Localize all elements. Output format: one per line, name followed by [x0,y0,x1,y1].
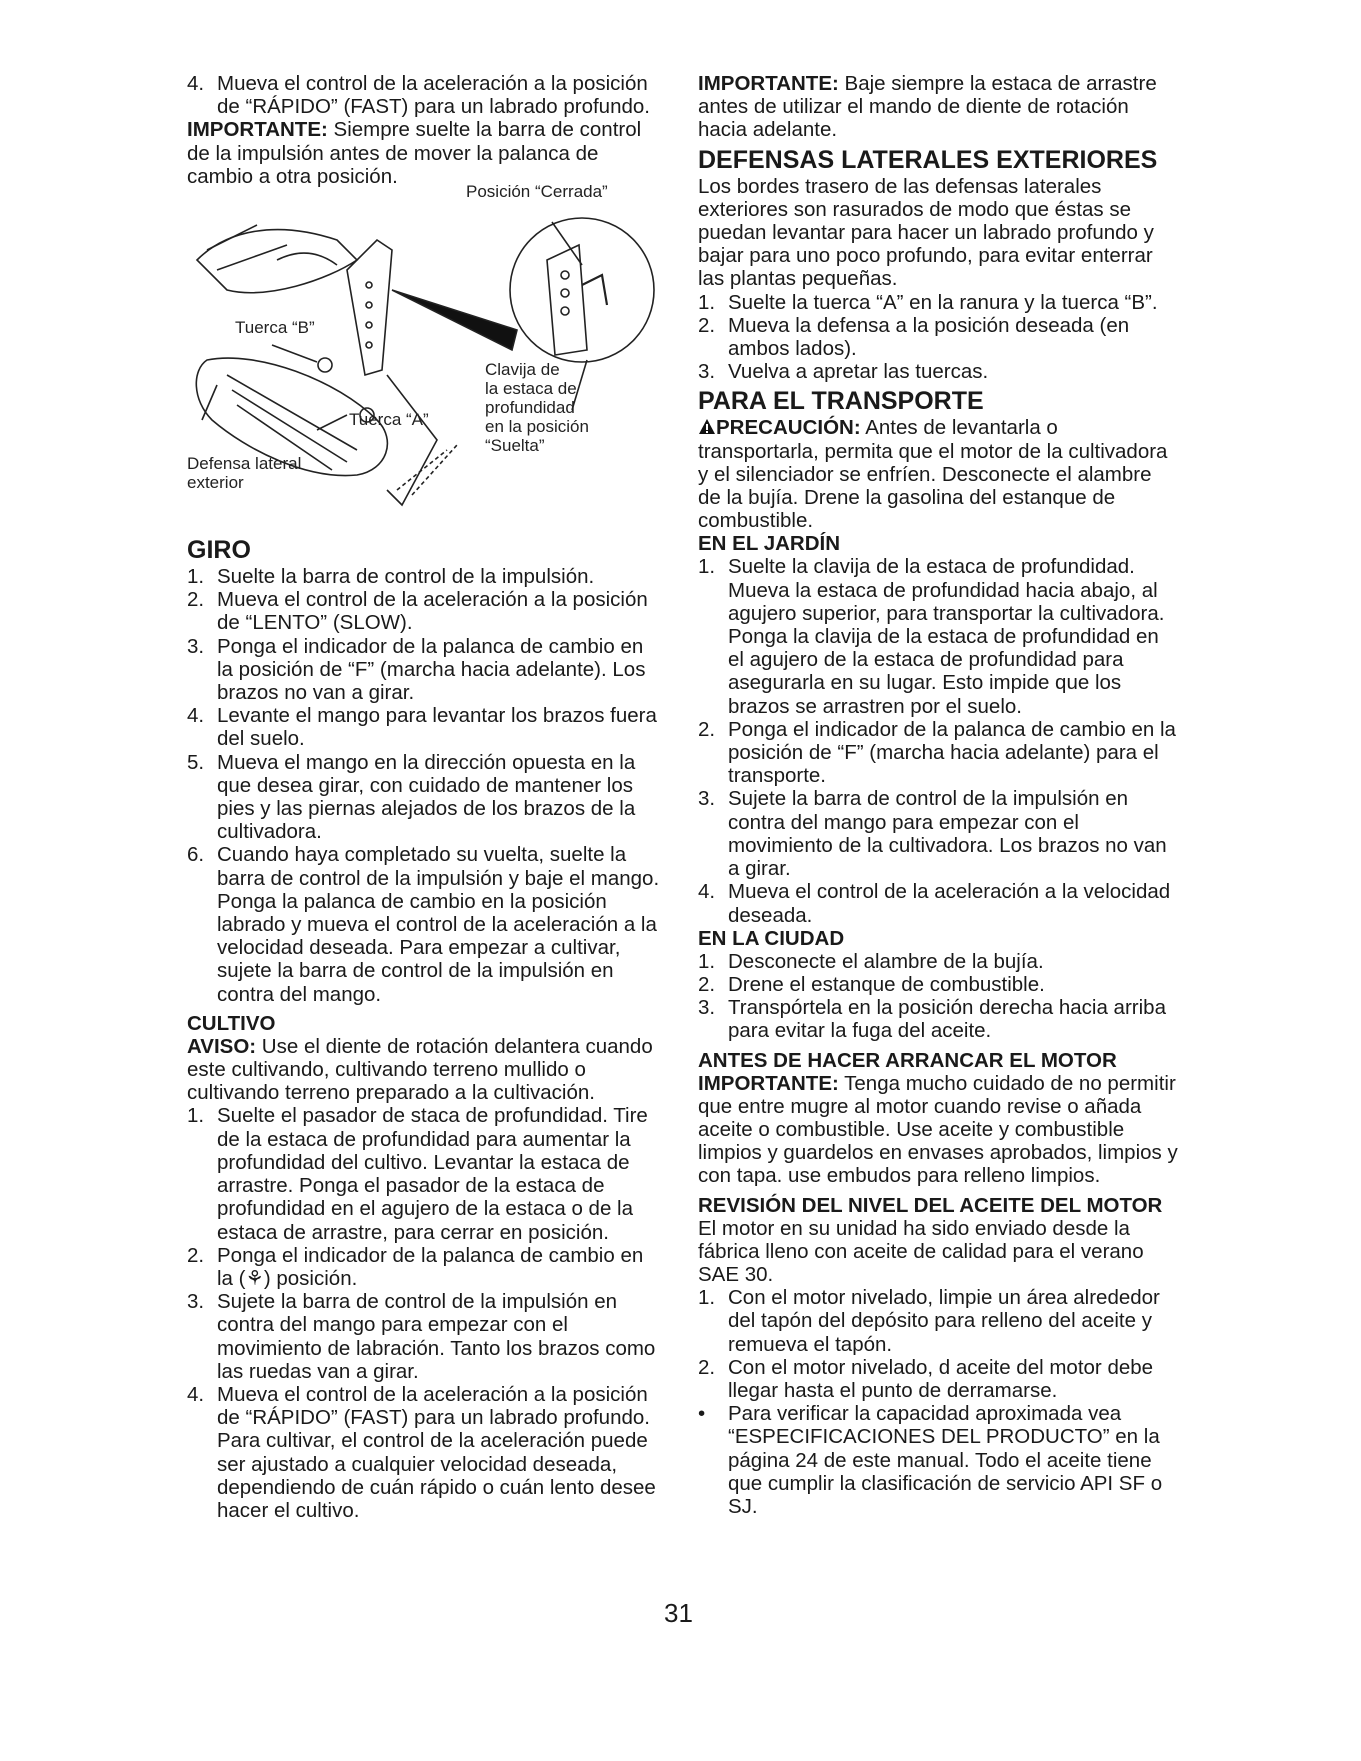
list-item: 1. Suelte la barra de control de la impulsión. [187,565,595,589]
list-item: 3. Sujete la barra de control de la impulsión en contra del mango para empezar con el movimiento de labración. Tanto los brazos como las ruedas van a girar. [187,1290,656,1383]
transporte-heading: PARA EL TRANSPORTE [698,387,984,416]
antes-heading: ANTES DE HACER ARRANCAR EL MOTOR [698,1048,1117,1072]
left-column [187,72,664,1522]
label-clavija: Clavija de la estaca de profundidad en la posición “Suelta” [485,360,589,456]
list-item: 2. Mueva el control de la aceleración a la posición de “LENTO” (SLOW). [187,588,648,635]
list-item: 1. Suelte el pasador de staca de profundidad. Tire de la estaca de profundidad para aumentar la profundidad del cultivo. Levantar la estaca de arrastre. Ponga el pasador de la estaca de profundidad en el agujero de la estaca o de la estaca de arrastre, para cerrar en posición. [187,1104,648,1244]
importante-note: IMPORTANTE: Siempre suelte la barra de control de la impulsión antes de mover la palanca de cambio a otra posición. [187,118,642,188]
revision-paragraph: El motor en su unidad ha sido enviado desde la fábrica lleno con aceite de calidad para el verano SAE 30. [698,1216,1144,1286]
revision-heading: REVISIÓN DEL NIVEL DEL ACEITE DEL MOTOR [698,1193,1163,1217]
list-item: 2. Ponga el indicador de la palanca de cambio en la posición de “F” (marcha hacia adelante) para el transporte. [698,717,1176,788]
importante-note-2: IMPORTANTE: Tenga mucho cuidado de no permitir que entre mugre al motor cuando revise o añada aceite o combustible. Use aceite y combustible limpios y guardelos en envases aprobados, limpios y con tapa. use embudos para relleno limpios. [698,1071,1178,1188]
list-item: 2. Mueva la defensa a la posición deseada (en ambos lados). [698,313,1130,361]
list-item: • Para verificar la capacidad aproximada vea “ESPECIFICACIONES DEL PRODUCTO” en la página 24 de este manual. Todo el aceite tiene que cumplir la clasificación de servicio API SF o SJ. [698,1402,1163,1518]
defensas-heading: DEFENSAS LATERALES EXTERIORES [698,145,1158,174]
list-item: 2. Drene el estanque de combustible. [698,972,1045,996]
list-item: 1. Suelte la clavija de la estaca de profundidad. Mueva la estaca de profundidad hacia abajo, al agujero superior, para transportar la cultivadora. Ponga la clavija de la estaca de profundidad en el agujero de la estaca de profundidad para asegurarla en su lugar. Esto impide que los brazos se arrastren por el suelo. [698,555,1165,718]
list-item: 1. Suelte la tuerca “A” en la ranura y la tuerca “B”. [698,290,1158,314]
list-item: 1. Desconecte el alambre de la bujía. [698,949,1044,973]
precaucion-note: PRECAUCIÓN: Antes de levantarla o transportarla, permita que el motor de la cultivadora y el silenciador se enfríen. Desconecte el alambre de la bujía. Drene la gasolina del estanque de combustible. [698,416,1168,533]
defensas-list [698,291,1178,384]
list-item: 4. Mueva el control de la aceleración a la posición de “RÁPIDO” (FAST) para un labrado profundo. [187,72,650,119]
list-item: 2. Con el motor nivelado, d aceite del motor debe llegar hasta el punto de derramarse. [698,1355,1154,1402]
aviso-note: AVISO: Use el diente de rotación delantera cuando este cultivando, cultivando terreno mullido o cultivando terreno preparado a la cultivación. [187,1034,653,1105]
warning-triangle-icon [698,418,716,436]
tiller-figure [187,182,664,530]
intro-list [187,72,664,118]
ciudad-heading: EN LA CIUDAD [698,926,845,950]
label-defensa-lateral: Defensa lateral exterior [187,454,302,493]
revision-list [698,1286,1178,1518]
page-number: 31 [664,1598,693,1628]
right-column [698,72,1178,1518]
list-item: 5. Mueva el mango en la dirección opuesta en la que desea girar, con cuidado de mantener los pies y las piernas alejados de los brazos de la cultivadora. [187,750,636,844]
list-item: 4. Levante el mango para levantar los brazos fuera del suelo. [187,704,657,751]
list-item: 4. Mueva el control de la aceleración a la posición de “RÁPIDO” (FAST) para un labrado profundo. Para cultivar, el control de la aceleración puede ser ajustado a cualquier velocidad deseada, dependiendo de cuán rápido o cuán lento desee hacer el cultivo. [187,1382,656,1522]
list-item: 1. Con el motor nivelado, limpie un área alrededor del tapón del depósito para relleno del aceite y remueva el tapón. [698,1286,1160,1356]
label-tuerca-b: Tuerca “B” [235,318,315,338]
cultivo-heading: CULTIVO [187,1011,276,1035]
list-item: 3. Sujete la barra de control de la impulsión en contra del mango para empezar con el movimiento de la cultivadora. Los brazos no van a girar. [698,787,1167,881]
importante-note: IMPORTANTE: Baje siempre la estaca de arrastre antes de utilizar el mando de diente de rotación hacia adelante. [698,72,1157,142]
list-item: 3. Vuelva a apretar las tuercas. [698,360,989,384]
list-item: 3. Ponga el indicador de la palanca de cambio en la posición de “F” (marcha hacia adelante). Los brazos no van a girar. [187,634,646,705]
giro-heading: GIRO [187,536,251,565]
ciudad-list [698,950,1178,1043]
list-item: 3. Transpórtela en la posición derecha hacia arriba para evitar la fuga del aceite. [698,996,1166,1043]
cultivo-list [187,1104,664,1522]
list-item: 2. Ponga el indicador de la palanca de cambio en la (⚘) posición. [187,1243,644,1290]
list-item: 6. Cuando haya completado su vuelta, suelte la barra de control de la impulsión y baje el mango. Ponga la palanca de cambio en la posición labrado y mueva el control de la aceleración a la velocidad deseada. Para empezar a cultivar, sujete la barra de control de la impulsión en contra del mango. [187,843,660,1006]
defensas-paragraph: Los bordes trasero de las defensas laterales exteriores son rasurados de modo que éstas se puedan levantar para hacer un labrado profundo y bajar para uno poco profundo, para evitar enterrar las plantas pequeñas. [698,174,1154,291]
jardin-heading: EN EL JARDÍN [698,532,841,556]
list-item: 4. Mueva el control de la aceleración a la velocidad deseada. [698,880,1171,927]
label-tuerca-a: Tuerca “A” [349,410,429,430]
giro-list [187,565,664,1006]
jardin-list [698,555,1178,926]
label-posicion-cerrada: Posición “Cerrada” [466,182,608,202]
